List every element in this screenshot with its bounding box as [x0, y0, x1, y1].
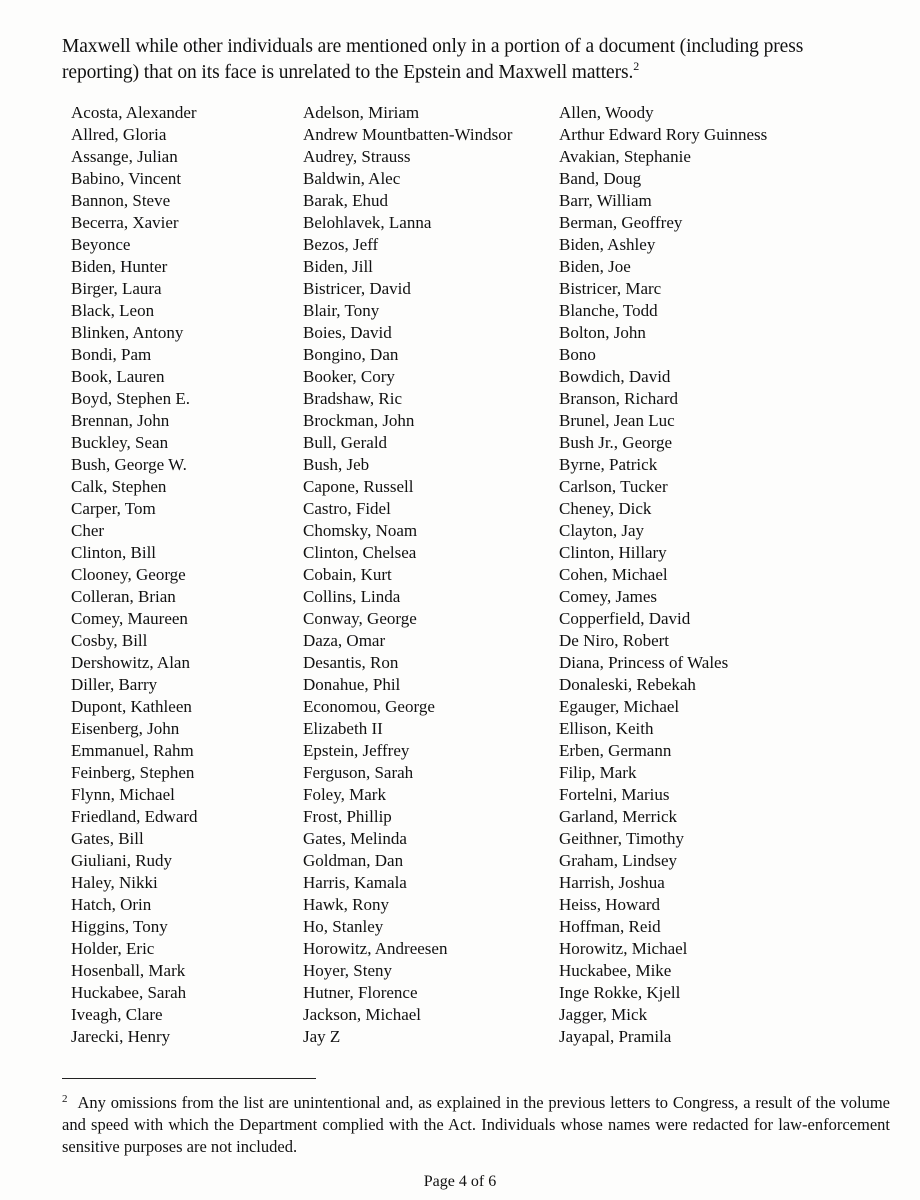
name-entry: Bondi, Pam	[71, 345, 152, 364]
name-entry: Ferguson, Sarah	[303, 763, 414, 782]
intro-paragraph	[62, 34, 882, 86]
name-entry: Bull, Gerald	[303, 433, 388, 452]
name-entry: Bezos, Jeff	[303, 235, 379, 254]
name-entry: Assange, Julian	[71, 147, 178, 166]
name-entry: Harrish, Joshua	[559, 873, 665, 892]
name-entry: Cobain, Kurt	[303, 565, 392, 584]
name-entry: Hoyer, Steny	[303, 961, 393, 980]
name-entry: Heiss, Howard	[559, 895, 661, 914]
name-entry: Andrew Mountbatten-Windsor	[303, 125, 513, 144]
footnote-reference: 2	[633, 59, 640, 73]
name-entry: Bono	[559, 345, 596, 364]
name-entry: Hatch, Orin	[71, 895, 152, 914]
name-entry: Comey, Maureen	[71, 609, 188, 628]
name-entry: Blanche, Todd	[559, 301, 658, 320]
name-entry: Becerra, Xavier	[71, 213, 179, 232]
name-entry: Black, Leon	[71, 301, 155, 320]
name-entry: Cohen, Michael	[559, 565, 668, 584]
name-entry: Huckabee, Mike	[559, 961, 672, 980]
page-number: Page 4 of 6	[423, 1173, 497, 1190]
name-entry: Filip, Mark	[559, 763, 637, 782]
name-entry: Biden, Hunter	[71, 257, 168, 276]
name-entry: Iveagh, Clare	[71, 1005, 163, 1024]
name-entry: Dupont, Kathleen	[71, 697, 192, 716]
name-entry: Biden, Jill	[303, 257, 373, 276]
name-entry: Higgins, Tony	[71, 917, 168, 936]
name-entry: Acosta, Alexander	[71, 103, 197, 122]
name-entry: Clayton, Jay	[559, 521, 644, 540]
name-entry: Cher	[71, 521, 105, 540]
name-entry: Economou, George	[303, 697, 435, 716]
name-entry: Beyonce	[71, 235, 131, 254]
name-entry: Gates, Melinda	[303, 829, 407, 848]
name-entry: Feinberg, Stephen	[71, 763, 195, 782]
name-entry: Branson, Richard	[559, 389, 678, 408]
name-entry: Dershowitz, Alan	[71, 653, 190, 672]
footnote-number: 2	[62, 1093, 68, 1105]
name-entry: Donaleski, Rebekah	[559, 675, 696, 694]
name-entry: Jackson, Michael	[303, 1005, 422, 1024]
name-entry: Book, Lauren	[71, 367, 165, 386]
name-entry: Daza, Omar	[303, 631, 386, 650]
names-column-2	[303, 102, 559, 1048]
name-entry: Clinton, Bill	[71, 543, 157, 562]
name-entry: Diana, Princess of Wales	[559, 653, 729, 672]
name-entry: Harris, Kamala	[303, 873, 407, 892]
name-entry: Fortelni, Marius	[559, 785, 670, 804]
name-entry: Booker, Cory	[303, 367, 395, 386]
name-entry: Epstein, Jeffrey	[303, 741, 410, 760]
name-entry: Flynn, Michael	[71, 785, 175, 804]
name-entry: Goldman, Dan	[303, 851, 404, 870]
name-entry: Birger, Laura	[71, 279, 162, 298]
name-entry: Frost, Phillip	[303, 807, 392, 826]
name-entry: Baldwin, Alec	[303, 169, 401, 188]
name-entry: Allen, Woody	[559, 103, 654, 122]
name-entry: Clinton, Hillary	[559, 543, 667, 562]
name-entry: Graham, Lindsey	[559, 851, 678, 870]
name-entry: Comey, James	[559, 587, 658, 606]
name-entry: Conway, George	[303, 609, 417, 628]
name-entry: Geithner, Timothy	[559, 829, 684, 848]
name-entry: Garland, Merrick	[559, 807, 678, 826]
footnote-divider	[62, 1078, 316, 1079]
name-entry: Gates, Bill	[71, 829, 144, 848]
name-entry: Erben, Germann	[559, 741, 672, 760]
name-entry: Copperfield, David	[559, 609, 691, 628]
name-entry: Giuliani, Rudy	[71, 851, 173, 870]
name-entry: Bush, Jeb	[303, 455, 370, 474]
name-entry: Donahue, Phil	[303, 675, 401, 694]
name-entry: Bistricer, David	[303, 279, 411, 298]
name-entry: Brockman, John	[303, 411, 415, 430]
name-entry: Adelson, Miriam	[303, 103, 420, 122]
name-entry: Hawk, Rony	[303, 895, 389, 914]
name-entry: Barr, William	[559, 191, 652, 210]
name-entry: Capone, Russell	[303, 477, 414, 496]
name-entry: Brennan, John	[71, 411, 170, 430]
name-entry: Clinton, Chelsea	[303, 543, 417, 562]
name-entry: Buckley, Sean	[71, 433, 169, 452]
name-entry: Bush, George W.	[71, 455, 187, 474]
name-entry: Allred, Gloria	[71, 125, 167, 144]
name-entry: Cheney, Dick	[559, 499, 652, 518]
name-entry: Biden, Joe	[559, 257, 631, 276]
name-entry: Collins, Linda	[303, 587, 401, 606]
name-entry: Boyd, Stephen E.	[71, 389, 190, 408]
names-column-1	[71, 102, 303, 1048]
name-entry: Castro, Fidel	[303, 499, 391, 518]
names-list	[71, 102, 871, 1048]
name-entry: Carper, Tom	[71, 499, 156, 518]
name-entry: Chomsky, Noam	[303, 521, 418, 540]
name-entry: Hoffman, Reid	[559, 917, 661, 936]
name-entry: Haley, Nikki	[71, 873, 158, 892]
name-entry: Hutner, Florence	[303, 983, 418, 1002]
name-entry: Bradshaw, Ric	[303, 389, 402, 408]
name-entry: Inge Rokke, Kjell	[559, 983, 681, 1002]
name-entry: Audrey, Strauss	[303, 147, 411, 166]
name-entry: Bistricer, Marc	[559, 279, 662, 298]
name-entry: Calk, Stephen	[71, 477, 167, 496]
names-column-3	[559, 102, 859, 1048]
name-entry: Egauger, Michael	[559, 697, 680, 716]
name-entry: Carlson, Tucker	[559, 477, 668, 496]
name-entry: Brunel, Jean Luc	[559, 411, 675, 430]
name-entry: Bolton, John	[559, 323, 646, 342]
name-entry: Bowdich, David	[559, 367, 671, 386]
name-entry: Belohlavek, Lanna	[303, 213, 432, 232]
name-entry: Ho, Stanley	[303, 917, 384, 936]
name-entry: Colleran, Brian	[71, 587, 176, 606]
footnote-text: Any omissions from the list are unintentional and, as explained in the previous letters to Congress, a result of the volume and speed with which the Department complied with the Act. Individuals whose names were redacted for law-enforcement sensitive purposes are not included.	[62, 1093, 890, 1156]
name-entry: Desantis, Ron	[303, 653, 399, 672]
name-entry: Horowitz, Andreesen	[303, 939, 448, 958]
name-entry: Diller, Barry	[71, 675, 158, 694]
name-entry: Cosby, Bill	[71, 631, 148, 650]
name-entry: Biden, Ashley	[559, 235, 656, 254]
name-entry: Blinken, Antony	[71, 323, 184, 342]
name-entry: Holder, Eric	[71, 939, 155, 958]
name-entry: Babino, Vincent	[71, 169, 182, 188]
name-entry: Boies, David	[303, 323, 392, 342]
name-entry: Clooney, George	[71, 565, 186, 584]
name-entry: Bongino, Dan	[303, 345, 399, 364]
name-entry: Blair, Tony	[303, 301, 380, 320]
name-entry: Arthur Edward Rory Guinness	[559, 125, 768, 144]
name-entry: Huckabee, Sarah	[71, 983, 187, 1002]
name-entry: Jay Z	[303, 1027, 341, 1046]
name-entry: Elizabeth II	[303, 719, 383, 738]
name-entry: Jagger, Mick	[559, 1005, 648, 1024]
name-entry: Ellison, Keith	[559, 719, 654, 738]
name-entry: Horowitz, Michael	[559, 939, 688, 958]
footnote	[62, 1092, 890, 1158]
name-entry: Barak, Ehud	[303, 191, 388, 210]
name-entry: Band, Doug	[559, 169, 642, 188]
name-entry: Jarecki, Henry	[71, 1027, 171, 1046]
name-entry: Foley, Mark	[303, 785, 386, 804]
name-entry: Hosenball, Mark	[71, 961, 186, 980]
name-entry: Friedland, Edward	[71, 807, 198, 826]
name-entry: Byrne, Patrick	[559, 455, 658, 474]
name-entry: Eisenberg, John	[71, 719, 180, 738]
intro-text: Maxwell while other individuals are mentioned only in a portion of a document (including press reporting) that on its face is unrelated to the Epstein and Maxwell matters.	[62, 36, 804, 83]
name-entry: Avakian, Stephanie	[559, 147, 691, 166]
name-entry: De Niro, Robert	[559, 631, 670, 650]
name-entry: Jayapal, Pramila	[559, 1027, 672, 1046]
name-entry: Bush Jr., George	[559, 433, 673, 452]
name-entry: Berman, Geoffrey	[559, 213, 683, 232]
name-entry: Emmanuel, Rahm	[71, 741, 194, 760]
name-entry: Bannon, Steve	[71, 191, 171, 210]
